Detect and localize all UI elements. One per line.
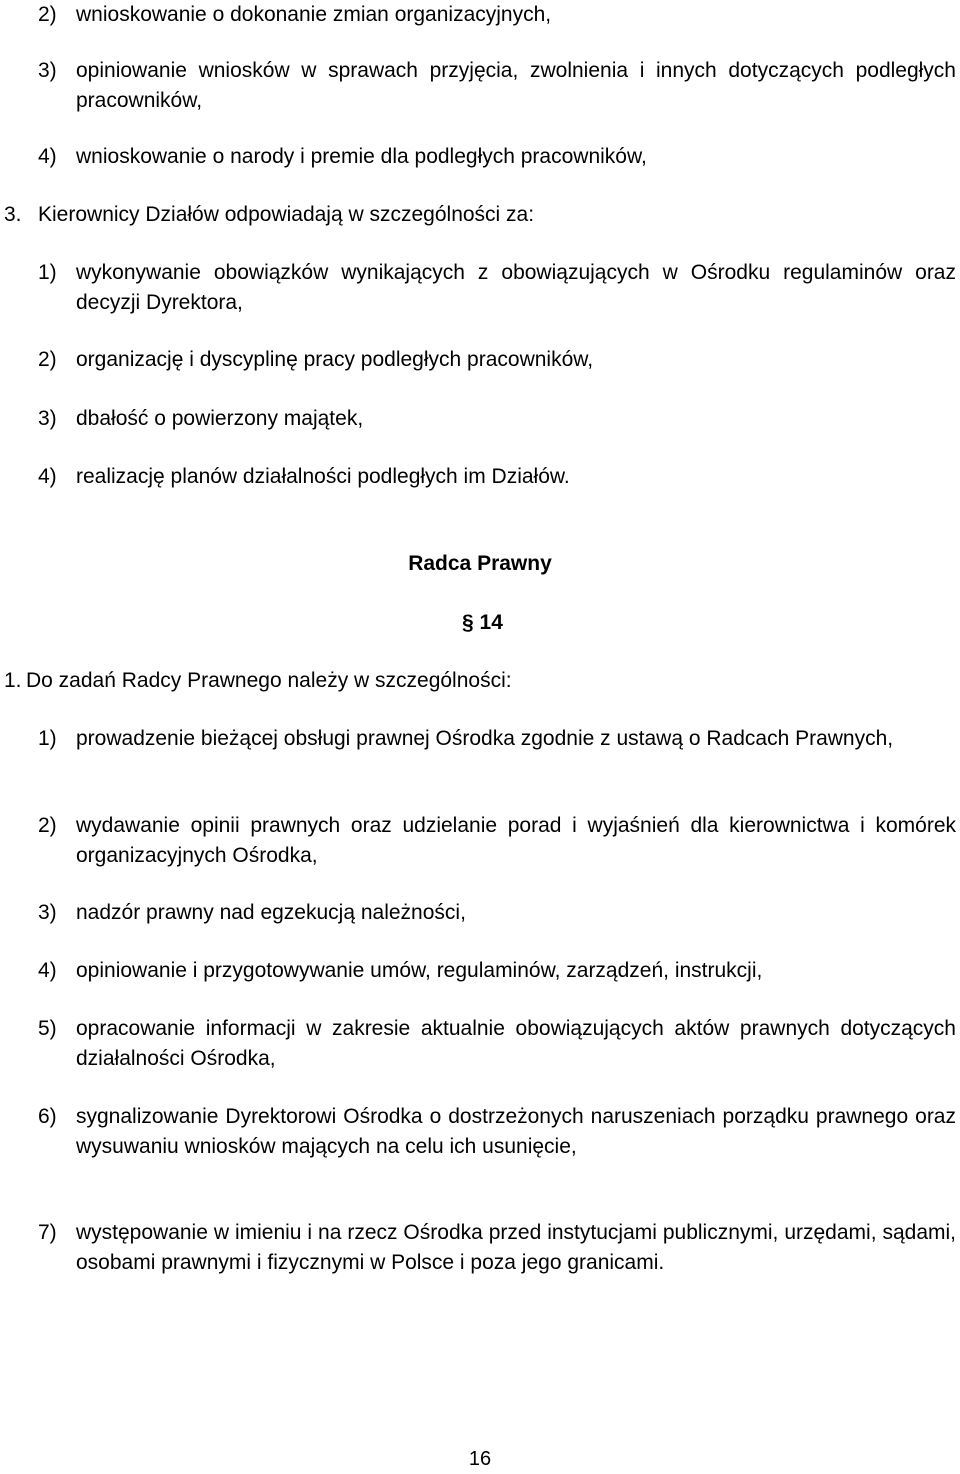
- item-text: wnioskowanie o narody i premie dla podległych pracowników,: [76, 145, 647, 168]
- item-number: 2): [38, 3, 57, 26]
- list-item: [38, 724, 956, 754]
- item-text: dbałość o powierzony majątek,: [76, 407, 364, 430]
- item-text: opracowanie informacji w zakresie aktualnie obowiązujących aktów prawnych dotyczących działalności Ośrodka,: [76, 1017, 956, 1070]
- item-number: 7): [38, 1221, 57, 1244]
- paragraph-number: 3.: [4, 203, 22, 226]
- section-heading: Radca Prawny: [408, 552, 552, 575]
- numbered-paragraph: [4, 200, 956, 230]
- item-number: 3): [38, 407, 57, 430]
- list-item: [38, 811, 956, 871]
- list-item: [38, 345, 956, 375]
- item-text: wydawanie opinii prawnych oraz udzielanie porad i wyjaśnień dla kierownictwa i komórek organizacyjnych Ośrodka,: [76, 814, 956, 867]
- item-text: realizację planów działalności podległych im Działów.: [76, 465, 570, 488]
- list-item: [38, 56, 956, 116]
- page-number: 16: [468, 1448, 492, 1470]
- item-text: opiniowanie i przygotowywanie umów, regulaminów, zarządzeń, instrukcji,: [76, 959, 763, 982]
- item-text: występowanie w imieniu i na rzecz Ośrodka przed instytucjami publicznymi, urzędami, sądami, osobami prawnymi i fizycznymi w Polsce i poza jego granicami.: [76, 1221, 956, 1274]
- paragraph-text: Do zadań Radcy Prawnego należy w szczególności:: [26, 669, 512, 692]
- item-text: nadzór prawny nad egzekucją należności,: [76, 901, 466, 924]
- item-text: prowadzenie bieżącej obsługi prawnej Ośrodka zgodnie z ustawą o Radcach Prawnych,: [76, 727, 894, 750]
- list-item: [38, 956, 956, 986]
- list-item: [38, 1014, 956, 1074]
- list-item: [38, 1218, 956, 1278]
- list-item: [38, 142, 956, 172]
- item-text: wnioskowanie o dokonanie zmian organizacyjnych,: [76, 3, 552, 26]
- item-number: 2): [38, 348, 57, 371]
- item-number: 3): [38, 901, 57, 924]
- item-text: opiniowanie wniosków w sprawach przyjęcia, zwolnienia i innych dotyczących podległych pracowników,: [76, 59, 956, 112]
- list-item: [38, 0, 956, 30]
- item-number: 1): [38, 261, 57, 284]
- list-item: [38, 1102, 956, 1162]
- item-number: 5): [38, 1017, 57, 1040]
- item-number: 6): [38, 1105, 57, 1128]
- item-number: 4): [38, 959, 57, 982]
- item-number: 4): [38, 145, 57, 168]
- item-number: 1): [38, 727, 57, 750]
- list-item: [38, 898, 956, 928]
- list-item: [38, 462, 956, 492]
- list-item: [38, 404, 956, 434]
- item-number: 2): [38, 814, 57, 837]
- numbered-paragraph: [4, 666, 956, 696]
- paragraph-number: 1.: [4, 669, 22, 692]
- paragraph-marker: § 14: [462, 611, 503, 634]
- item-number: 4): [38, 465, 57, 488]
- item-text: wykonywanie obowiązków wynikających z obowiązujących w Ośrodku regulaminów oraz decyzji Dyrektora,: [76, 261, 956, 314]
- list-item: [38, 258, 956, 318]
- paragraph-text: Kierownicy Działów odpowiadają w szczególności za:: [38, 203, 535, 226]
- item-text: sygnalizowanie Dyrektorowi Ośrodka o dostrzeżonych naruszeniach porządku prawnego oraz wysuwaniu wniosków mających na celu ich usunięcie,: [76, 1105, 956, 1158]
- item-text: organizację i dyscyplinę pracy podległych pracowników,: [76, 348, 594, 371]
- item-number: 3): [38, 59, 57, 82]
